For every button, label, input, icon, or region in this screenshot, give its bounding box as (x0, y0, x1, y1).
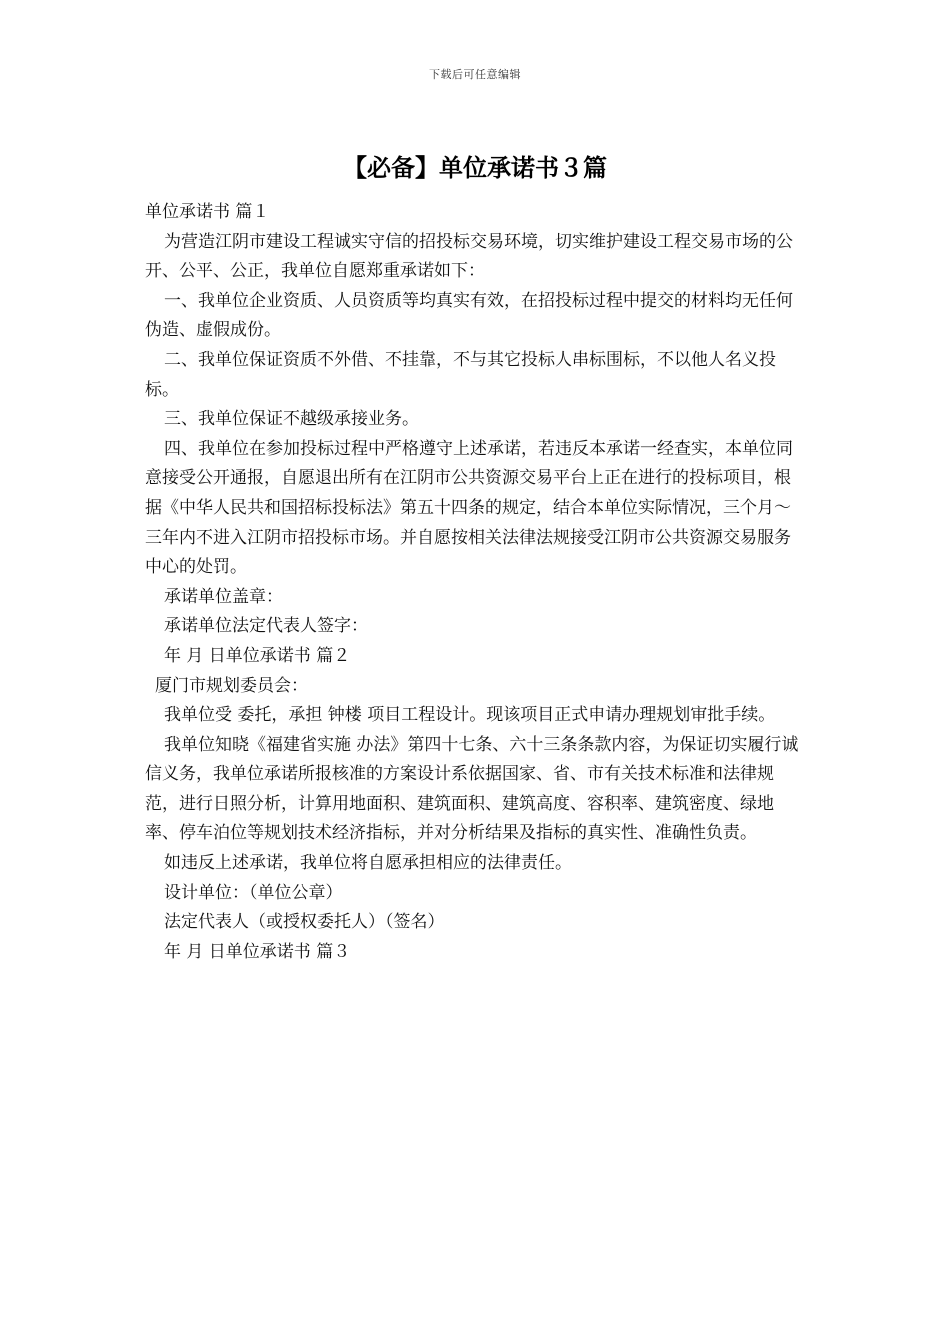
paragraph: 我单位知晓《福建省实施 办法》第四十七条、六十三条条款内容，为保证切实履行诚信义务，我单位承诺所报核准的方案设计系依据国家、省、市有关技术标准和法律规范，进行日照分析，计算用地面积、建筑面积、建筑高度、容积率、建筑密度、绿地率、停车泊位等规划技术经济指标，并对分析结果及指标的真实性、准确性负责。 (145, 734, 799, 844)
paragraph: 一、我单位企业资质、人员资质等均真实有效，在招投标过程中提交的材料均无任何伪造、虚假成份。 (145, 290, 793, 341)
paragraph: 单位承诺书 篇１ (145, 202, 270, 222)
paragraph: 承诺单位法定代表人签字： (164, 616, 368, 637)
document-title: 【必备】单位承诺书３篇 (343, 154, 607, 182)
document-body (145, 198, 805, 967)
paragraph: 我单位受 委托，承担 钟楼 项目工程设计。现该项目正式申请办理规划审批手续。 (164, 705, 776, 726)
paragraph: 如违反上述承诺，我单位将自愿承担相应的法律责任。 (164, 853, 572, 874)
paragraph: 为营造江阴市建设工程诚实守信的招投标交易环境，切实维护建设工程交易市场的公开、公平、公正，我单位自愿郑重承诺如下： (145, 231, 793, 282)
paragraph: 法定代表人（或授权委托人）（签名） (164, 912, 445, 933)
paragraph: 年 月 日单位承诺书 篇２ (164, 645, 351, 666)
paragraph: 设计单位：（单位公章） (164, 882, 343, 903)
paragraph: 四、我单位在参加投标过程中严格遵守上述承诺，若违反本承诺一经查实，本单位同意接受公开通报，自愿退出所有在江阴市公共资源交易平台上正在进行的投标项目，根据《中华人民共和国招标投标法》第五十四条的规定，结合本单位实际情况，三个月～三年内不进入江阴市招投标市场。并自愿按相关法律法规接受江阴市公共资源交易服务中心的处罚。 (145, 438, 793, 578)
paragraph: 年 月 日单位承诺书 篇３ (164, 941, 351, 962)
paragraph: 三、我单位保证不越级承接业务。 (164, 409, 419, 430)
paragraph: 厦门市规划委员会： (155, 675, 308, 696)
paragraph: 二、我单位保证资质不外借、不挂靠，不与其它投标人串标围标，不以他人名义投标。 (145, 349, 776, 400)
paragraph: 承诺单位盖章： (164, 586, 283, 607)
header-note: 下载后可任意编辑 (429, 68, 521, 81)
